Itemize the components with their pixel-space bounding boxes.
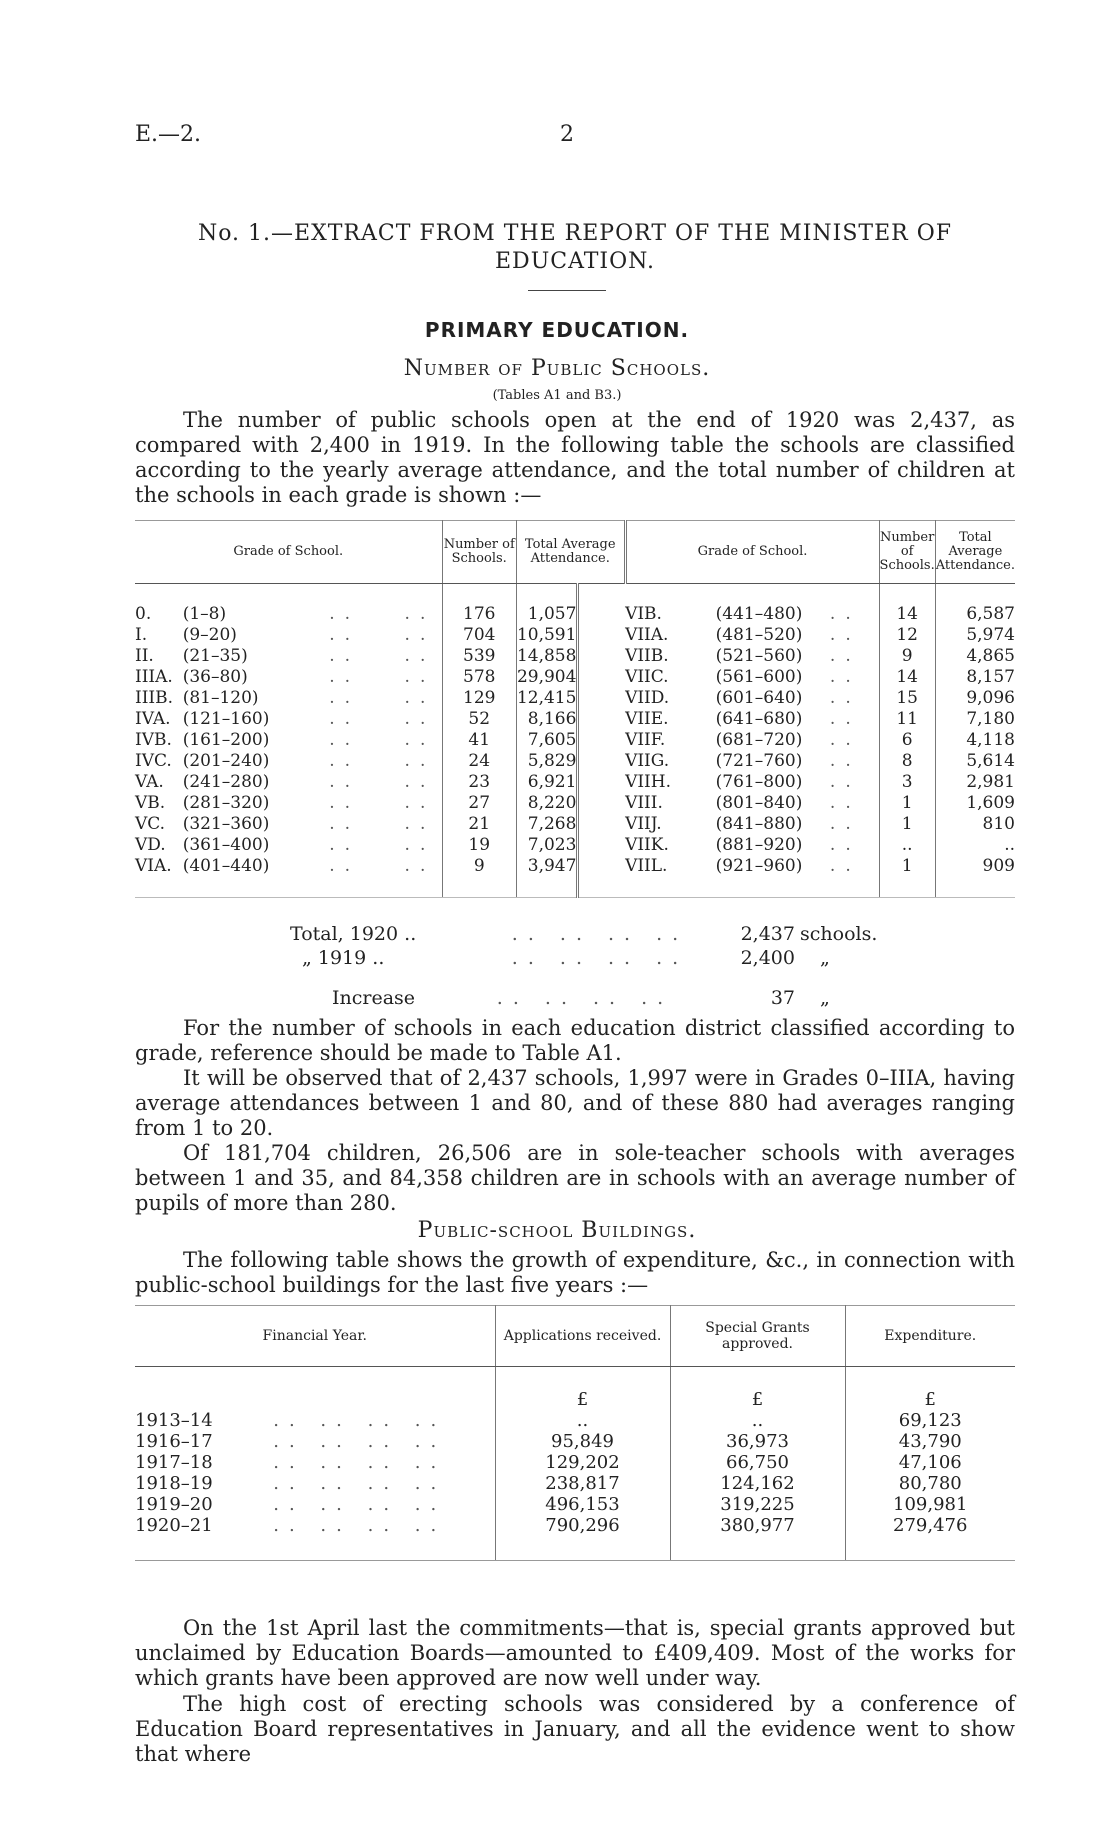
grade-range: (441–480)	[715, 604, 803, 624]
grade-code: I.	[135, 625, 148, 645]
spacer	[578, 814, 625, 835]
table-row	[135, 835, 1015, 856]
tables-note: (Tables A1 and B3.)	[492, 388, 622, 403]
total-attendance: 12,415	[516, 688, 577, 708]
table-row	[135, 772, 1015, 793]
number-of-schools: 41	[442, 730, 516, 751]
leader-dots: ..	[812, 835, 879, 856]
table-row	[135, 730, 1015, 751]
number-of-schools: 9	[442, 856, 516, 898]
leader-dots: ..	[329, 793, 360, 813]
grade-code: IVC.	[135, 751, 172, 771]
table-row	[135, 1431, 1015, 1452]
total-attendance: 5,974	[966, 625, 1015, 645]
applications-value: 95,849	[495, 1431, 670, 1452]
spacer	[578, 730, 625, 751]
grade-range: (761–800)	[715, 772, 803, 792]
table-row	[135, 751, 1015, 772]
unit-row	[135, 1367, 1015, 1411]
grade-range: (881–920)	[715, 835, 803, 855]
unit-applications: £	[495, 1367, 670, 1411]
number-of-schools: 1	[879, 814, 935, 835]
leader-dots: .. .. .. ..	[225, 1431, 495, 1452]
leader-dots: ..	[398, 584, 442, 626]
number-of-schools: 14	[879, 667, 935, 688]
financial-year: 1920–21	[135, 1515, 225, 1561]
grade-code: VD.	[135, 835, 166, 855]
grade-range: (81–120)	[182, 688, 259, 708]
grade-range: (601–640)	[715, 688, 803, 708]
grade-range: (36–80)	[182, 667, 248, 687]
leader-dots: ..	[329, 709, 360, 729]
leader-dots: ..	[329, 772, 360, 792]
grants-value: ..	[670, 1410, 845, 1431]
grade-code: VIID.	[625, 688, 670, 708]
leader-dots: ..	[812, 793, 879, 814]
leader-dots: ..	[398, 835, 442, 856]
number-of-schools: 15	[879, 688, 935, 709]
expenditure-value: 80,780	[898, 1473, 962, 1494]
number-of-schools: 1	[879, 793, 935, 814]
leader-dots: .. .. .. ..	[496, 987, 674, 1009]
grade-range: (9–20)	[182, 625, 237, 645]
grade-code: VIIA.	[625, 625, 669, 645]
applications-value: 790,296	[495, 1515, 670, 1561]
paragraph-children: Of 181,704 children, 26,506 are in sole-teacher schools with averages between 1 and 35, and 84,358 children are in schools with an average number of pupils of more than 280.	[135, 1141, 1015, 1215]
leader-dots: ..	[398, 751, 442, 772]
grade-code: VIIE.	[625, 709, 669, 729]
grade-range: (321–360)	[182, 814, 270, 834]
paragraph-buildings: The following table shows the growth of expenditure, &c., in connection with public-school buildings for the last five years :—	[135, 1248, 1015, 1297]
leader-dots: ..	[812, 688, 879, 709]
leader-dots: ..	[398, 772, 442, 793]
grade-code: IIIB.	[135, 688, 174, 708]
expenditure-value: 43,790	[898, 1431, 962, 1452]
spacer	[578, 667, 625, 688]
increase-unit: „	[820, 987, 830, 1009]
grade-code: IVA.	[135, 709, 171, 729]
increase-label: Increase	[332, 987, 416, 1009]
leader-dots: ..	[398, 730, 442, 751]
leader-dots: ..	[812, 709, 879, 730]
leader-dots: ..	[812, 646, 879, 667]
grade-range: (801–840)	[715, 793, 803, 813]
header-special-grants: Special Grants approved.	[670, 1306, 845, 1367]
grants-value: 66,750	[670, 1452, 845, 1473]
number-of-schools: 129	[442, 688, 516, 709]
financial-year: 1918–19	[135, 1473, 213, 1494]
financial-year: 1919–20	[135, 1494, 213, 1515]
leader-dots: .. .. .. ..	[225, 1410, 495, 1431]
total-attendance: 7,268	[516, 814, 577, 835]
grade-code: VIIL.	[625, 856, 716, 898]
grade-range: (1–8)	[182, 604, 227, 624]
leader-dots: .. .. .. ..	[225, 1494, 495, 1515]
number-of-schools: 704	[442, 625, 516, 646]
applications-value: 238,817	[495, 1473, 670, 1494]
grade-range: (361–400)	[182, 835, 270, 855]
financial-year: 1917–18	[135, 1452, 213, 1473]
spacer	[578, 584, 625, 626]
leader-dots: ..	[329, 730, 360, 750]
grade-range: (641–680)	[715, 709, 803, 729]
leader-dots: ..	[398, 793, 442, 814]
leader-dots: ..	[398, 709, 442, 730]
leader-dots: ..	[329, 814, 360, 834]
leader-dots: ..	[812, 667, 879, 688]
grants-value: 124,162	[670, 1473, 845, 1494]
leader-dots: ..	[398, 667, 442, 688]
applications-value: 496,153	[495, 1494, 670, 1515]
increase-value: 37	[770, 987, 795, 1009]
leader-dots: .. .. .. ..	[225, 1452, 495, 1473]
leader-dots: ..	[812, 772, 879, 793]
report-title: No. 1.—EXTRACT FROM THE REPORT OF THE MINISTER OF EDUCATION.	[197, 221, 953, 274]
table-row	[135, 856, 1015, 898]
total-attendance: 4,865	[966, 646, 1015, 666]
number-of-schools: 12	[879, 625, 935, 646]
grade-code: VIIJ.	[625, 814, 662, 834]
leader-dots: ..	[812, 814, 879, 835]
table-row	[135, 625, 1015, 646]
grade-code: IVB.	[135, 730, 172, 750]
total-1919-value: 2,400	[740, 947, 795, 969]
spacer	[578, 856, 625, 898]
grade-range: (561–600)	[715, 667, 803, 687]
spacer	[578, 793, 625, 814]
grade-code: VIIG.	[625, 751, 670, 771]
paragraph-table-a1: For the number of schools in each education district classified according to grade, reference should be made to Table A1.	[135, 1016, 1015, 1065]
number-of-schools: 23	[442, 772, 516, 793]
buildings-table	[135, 1305, 1015, 1561]
grade-code: VC.	[135, 814, 166, 834]
leader-dots: ..	[812, 751, 879, 772]
table-row	[135, 667, 1015, 688]
financial-year: 1916–17	[135, 1431, 213, 1452]
grade-code: VA.	[135, 772, 164, 792]
leader-dots: ..	[398, 646, 442, 667]
grade-range: (681–720)	[715, 730, 803, 750]
total-attendance: 909	[935, 856, 1015, 898]
leader-dots: ..	[812, 625, 879, 646]
grade-code: VIII.	[625, 793, 663, 813]
unit-expenditure: £	[924, 1389, 936, 1410]
total-attendance: 8,166	[516, 709, 577, 730]
header-grade-right: Grade of School.	[625, 521, 879, 584]
leader-dots: ..	[398, 625, 442, 646]
leader-dots: ..	[812, 584, 879, 626]
spacer	[578, 646, 625, 667]
total-attendance: 1,609	[966, 793, 1015, 813]
number-of-schools: 3	[879, 772, 935, 793]
header-financial-year: Financial Year.	[135, 1306, 495, 1367]
spacer	[578, 625, 625, 646]
section-subheading: Number of Public Schools.	[403, 356, 711, 381]
table-row	[135, 1410, 1015, 1431]
number-of-schools: 11	[879, 709, 935, 730]
grade-code: VIB.	[625, 604, 662, 624]
leader-dots: .. .. .. ..	[225, 1515, 495, 1561]
table-row	[135, 1452, 1015, 1473]
number-of-schools: 9	[879, 646, 935, 667]
spacer	[578, 688, 625, 709]
total-attendance: 5,829	[516, 751, 577, 772]
grants-value: 380,977	[670, 1515, 845, 1561]
leader-dots: ..	[329, 688, 360, 708]
number-of-schools: 578	[442, 667, 516, 688]
total-attendance: 7,023	[516, 835, 577, 856]
spacer	[578, 751, 625, 772]
table-row	[135, 584, 1015, 626]
total-1919-unit: „	[820, 947, 830, 969]
grade-code: VIIK.	[625, 835, 669, 855]
grade-code: VIIH.	[625, 772, 671, 792]
grade-code: IIIA.	[135, 667, 173, 687]
header-number-right: Number of Schools.	[879, 521, 935, 584]
total-1920-value: 2,437	[740, 923, 795, 945]
spacer	[578, 835, 625, 856]
number-of-schools: 6	[879, 730, 935, 751]
grade-range: (921–960)	[716, 856, 812, 898]
grade-range: (481–520)	[715, 625, 803, 645]
grade-code: VIA.	[135, 856, 183, 898]
total-attendance: 8,157	[966, 667, 1015, 687]
number-of-schools: 176	[442, 584, 516, 626]
leader-dots: ..	[329, 835, 360, 855]
header-grade-left: Grade of School.	[135, 521, 442, 584]
grade-range: (21–35)	[182, 646, 248, 666]
leader-dots: ..	[329, 667, 360, 687]
total-attendance: 1,057	[516, 584, 577, 626]
paragraph-intro: The number of public schools open at the end of 1920 was 2,437, as compared with 2,400 in 1919. In the following table the schools are classified according to the yearly average attendance, and the total number of children at the schools in each grade is shown :—	[135, 408, 1015, 507]
table-row	[135, 646, 1015, 667]
schools-table-header	[135, 521, 1015, 584]
number-of-schools: 21	[442, 814, 516, 835]
total-attendance: 3,947	[516, 856, 577, 898]
leader-dots: ..	[329, 751, 360, 771]
series-code: E.—2.	[135, 122, 202, 147]
page-number: 2	[560, 122, 574, 147]
total-attendance: 810	[982, 814, 1015, 834]
spacer	[578, 709, 625, 730]
leader-dots: ..	[398, 688, 442, 709]
grants-value: 36,973	[670, 1431, 845, 1452]
total-attendance: 7,605	[516, 730, 577, 751]
number-of-schools: 24	[442, 751, 516, 772]
expenditure-value: 47,106	[898, 1452, 962, 1473]
paragraph-high-cost: The high cost of erecting schools was considered by a conference of Education Board representatives in January, and all the evidence went to show that where	[135, 1692, 1015, 1766]
number-of-schools: 8	[879, 751, 935, 772]
grade-code: II.	[135, 646, 154, 666]
header-applications: Applications received.	[495, 1306, 670, 1367]
buildings-table-header	[135, 1306, 1015, 1367]
grade-range: (401–440)	[183, 856, 291, 898]
total-attendance: 2,981	[966, 772, 1015, 792]
leader-dots: ..	[398, 814, 442, 835]
leader-dots: ..	[291, 856, 399, 898]
grade-range: (521–560)	[715, 646, 803, 666]
total-attendance: 5,614	[966, 751, 1015, 771]
unit-grants: £	[670, 1367, 845, 1411]
expenditure-value: 69,123	[898, 1410, 962, 1431]
table-row	[135, 688, 1015, 709]
total-attendance: 6,921	[516, 772, 577, 793]
buildings-heading: Public-school Buildings.	[417, 1218, 697, 1243]
grade-range: (721–760)	[715, 751, 803, 771]
number-of-schools: 19	[442, 835, 516, 856]
total-1919-label: „ 1919 ..	[302, 947, 385, 969]
table-row	[135, 1515, 1015, 1561]
grade-range: (161–200)	[182, 730, 270, 750]
grade-range: (121–160)	[182, 709, 270, 729]
paragraph-grades: It will be observed that of 2,437 schools, 1,997 were in Grades 0–IIIA, having average attendances between 1 and 80, and of these 880 had averages ranging from 1 to 20.	[135, 1066, 1015, 1140]
leader-dots: .. .. .. ..	[225, 1473, 495, 1494]
total-1920-label: Total, 1920 ..	[290, 923, 417, 945]
grade-range: (241–280)	[182, 772, 270, 792]
total-attendance: 14,858	[516, 646, 577, 666]
total-1920-unit: schools.	[800, 923, 878, 945]
grade-code: VIIB.	[625, 646, 669, 666]
applications-value: 129,202	[495, 1452, 670, 1473]
header-total-right: Total Average Attendance.	[935, 521, 1015, 584]
expenditure-value: 279,476	[845, 1515, 1015, 1561]
table-row	[135, 709, 1015, 730]
number-of-schools: 14	[879, 584, 935, 626]
leader-dots: ..	[329, 604, 360, 624]
leader-dots: ..	[329, 646, 360, 666]
total-attendance: 10,591	[516, 625, 577, 645]
financial-year: 1913–14	[135, 1410, 213, 1431]
header-number-left: Number of Schools.	[442, 521, 516, 584]
table-row	[135, 814, 1015, 835]
grants-value: 319,225	[670, 1494, 845, 1515]
spacer	[578, 772, 625, 793]
table-row	[135, 793, 1015, 814]
expenditure-value: 109,981	[893, 1494, 968, 1515]
grade-range: (201–240)	[182, 751, 270, 771]
number-of-schools: ..	[879, 835, 935, 856]
table-row	[135, 1494, 1015, 1515]
leader-dots: ..	[812, 856, 879, 898]
grade-range: (841–880)	[715, 814, 803, 834]
total-attendance: 9,096	[966, 688, 1015, 708]
total-attendance: 4,118	[966, 730, 1015, 750]
header-total-left: Total Average Attendance.	[516, 521, 625, 584]
grade-code: 0.	[135, 604, 152, 624]
number-of-schools: 52	[442, 709, 516, 730]
leader-dots: .. .. .. ..	[511, 923, 689, 945]
number-of-schools: 27	[442, 793, 516, 814]
total-attendance: 6,587	[966, 604, 1015, 624]
number-of-schools: 539	[442, 646, 516, 667]
paragraph-commitments: On the 1st April last the commitments—that is, special grants approved but unclaimed by Education Boards—amounted to £409,409. Most of the works for which grants have been approved are now well under way.	[135, 1616, 1015, 1690]
title-rule	[528, 290, 606, 291]
leader-dots: ..	[398, 856, 442, 898]
leader-dots: ..	[812, 730, 879, 751]
leader-dots: ..	[329, 625, 360, 645]
section-heading: PRIMARY EDUCATION.	[424, 318, 690, 342]
table-row	[135, 1473, 1015, 1494]
schools-table	[135, 520, 1015, 898]
total-attendance: ..	[1004, 835, 1015, 855]
grade-range: (281–320)	[182, 793, 270, 813]
header-expenditure: Expenditure.	[845, 1306, 1015, 1367]
grade-code: VIIC.	[625, 667, 669, 687]
total-attendance: 29,904	[516, 667, 577, 687]
grade-code: VIIF.	[625, 730, 666, 750]
applications-value: ..	[495, 1410, 670, 1431]
total-attendance: 8,220	[516, 793, 577, 814]
leader-dots: .. .. .. ..	[511, 947, 689, 969]
grade-code: VB.	[135, 793, 166, 813]
number-of-schools: 1	[879, 856, 935, 898]
total-attendance: 7,180	[966, 709, 1015, 729]
